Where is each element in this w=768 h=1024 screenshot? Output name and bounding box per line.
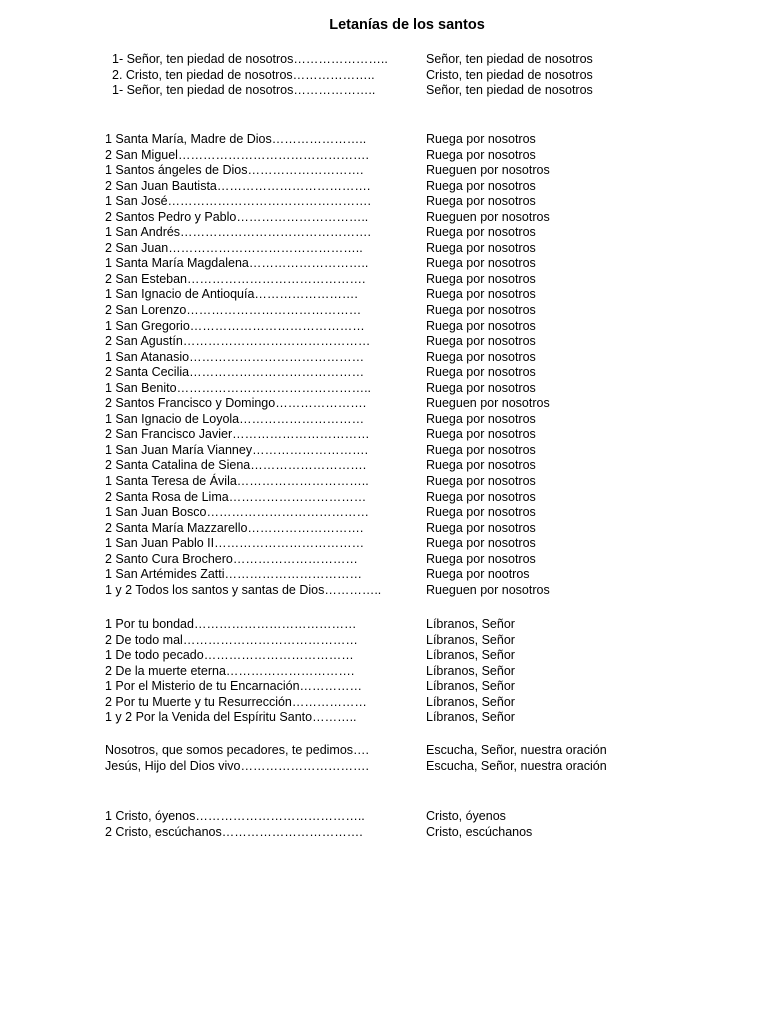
litany-line <box>0 179 768 195</box>
response-text: Ruega por nosotros <box>426 520 536 535</box>
response-text: Ruega por nosotros <box>426 334 536 349</box>
invocation-text: 1- Señor, ten piedad de nosotros………………….. <box>112 52 388 66</box>
response-text: Ruega por nosotros <box>426 505 536 520</box>
invocation-text: 2 Santos Francisco y Domingo…………………. <box>105 396 367 411</box>
litany-line <box>0 287 768 303</box>
litany-line <box>0 583 768 599</box>
response-text: Ruega por nosotros <box>426 536 536 551</box>
litany-line <box>0 809 768 825</box>
litany-line <box>0 163 768 179</box>
invocation-text: 2 Santa Rosa de Lima…………………………… <box>105 489 367 504</box>
invocation-text: 2 Cristo, escúchanos……………………………. <box>105 824 363 839</box>
response-text: Ruega por nosotros <box>426 147 536 162</box>
intro-kyrie-section <box>0 52 768 99</box>
response-text: Señor, ten piedad de nosotros <box>426 83 593 98</box>
invocation-text: 1 y 2 Por la Venida del Espíritu Santo……….. <box>105 710 357 725</box>
litany-line <box>0 334 768 350</box>
response-text: Escucha, Señor, nuestra oración <box>426 758 607 773</box>
response-text: Líbranos, Señor <box>426 710 515 725</box>
litany-line <box>0 83 768 99</box>
page-title: Letanías de los santos <box>329 17 485 33</box>
response-text: Ruega por nosotros <box>426 365 536 380</box>
litany-line <box>0 679 768 695</box>
invocation-text: 2 San Juan Bautista………………………………. <box>105 178 371 193</box>
invocation-text: 1 San Benito……………………………………….. <box>105 380 372 395</box>
response-text: Líbranos, Señor <box>426 663 515 678</box>
litany-line <box>0 427 768 443</box>
litany-line <box>0 148 768 164</box>
invocation-text: 1 San Juan Pablo II……………………………… <box>105 536 365 551</box>
invocation-text: 1 San José…………………………………………. <box>105 194 372 209</box>
invocation-text: 1- Señor, ten piedad de nosotros……………….. <box>112 83 376 98</box>
invocation-text: 2 San Francisco Javier…………………………… <box>105 427 370 442</box>
litany-line <box>0 68 768 84</box>
litany-line <box>0 365 768 381</box>
invocation-text: 1 Por tu bondad………………………………… <box>105 617 357 631</box>
invocation-text: 1 De todo pecado……………………………… <box>105 648 354 663</box>
invocation-text: 2 Por tu Muerte y tu Resurrección……………… <box>105 694 367 709</box>
response-text: Ruega por nosotros <box>426 318 536 333</box>
litany-line <box>0 664 768 680</box>
litany-line <box>0 633 768 649</box>
invocation-text: 2 De todo mal…………………………………… <box>105 632 358 647</box>
litany-line <box>0 303 768 319</box>
response-text: Líbranos, Señor <box>426 694 515 709</box>
litany-line <box>0 256 768 272</box>
invocation-text: 1 Por el Misterio de tu Encarnación…………… <box>105 679 363 694</box>
invocation-text: 2 San Esteban……………………………………. <box>105 271 366 286</box>
litany-line <box>0 443 768 459</box>
invocation-text: 1 Santos ángeles de Dios………………………. <box>105 163 364 178</box>
response-text: Señor, ten piedad de nosotros <box>426 52 593 66</box>
invocation-text: 2 Santo Cura Brochero………………………… <box>105 551 358 566</box>
litany-line <box>0 648 768 664</box>
litany-line <box>0 567 768 583</box>
litany-line <box>0 743 768 759</box>
response-text: Ruega por nootros <box>426 567 530 582</box>
invocation-text: 2 San Lorenzo…………………………………… <box>105 303 362 318</box>
litany-line <box>0 210 768 226</box>
litany-line <box>0 412 768 428</box>
response-text: Líbranos, Señor <box>426 617 515 631</box>
response-text: Ruega por nosotros <box>426 194 536 209</box>
response-text: Ruega por nosotros <box>426 427 536 442</box>
invocation-text: 1 San Juan María Vianney………………………. <box>105 442 369 457</box>
invocation-text: 1 Santa María, Madre de Dios………………….. <box>105 132 367 146</box>
deliverance-section <box>0 617 768 726</box>
litany-line <box>0 474 768 490</box>
invocation-text: 1 San Ignacio de Antioquía……………………. <box>105 287 358 302</box>
litany-line <box>0 505 768 521</box>
response-text: Ruega por nosotros <box>426 287 536 302</box>
invocation-text: 2 Santa Catalina de Siena………………………. <box>105 458 367 473</box>
response-text: Ruega por nosotros <box>426 349 536 364</box>
response-text: Ruega por nosotros <box>426 271 536 286</box>
invocation-text: 2 San Agustín……………………………………… <box>105 334 371 349</box>
litany-line <box>0 458 768 474</box>
response-text: Ruega por nosotros <box>426 178 536 193</box>
response-text: Ruega por nosotros <box>426 458 536 473</box>
response-text: Cristo, escúchanos <box>426 824 533 839</box>
response-text: Ruega por nosotros <box>426 411 536 426</box>
litany-line <box>0 272 768 288</box>
invocation-text: 2 Santos Pedro y Pablo………………………….. <box>105 209 369 224</box>
litany-line <box>0 396 768 412</box>
litany-line <box>0 617 768 633</box>
invocation-text: 1 San Artémides Zatti…………………………… <box>105 567 363 582</box>
response-text: Rueguen por nosotros <box>426 396 550 411</box>
invocation-text: 1 San Atanasio…………………………………… <box>105 349 365 364</box>
response-text: Ruega por nosotros <box>426 442 536 457</box>
litany-line <box>0 825 768 841</box>
litany-line <box>0 132 768 148</box>
response-text: Rueguen por nosotros <box>426 163 550 178</box>
response-text: Ruega por nosotros <box>426 303 536 318</box>
litany-line <box>0 350 768 366</box>
petitions-section <box>0 743 768 774</box>
invocation-text: Nosotros, que somos pecadores, te pedimos…. <box>105 743 370 757</box>
response-text: Líbranos, Señor <box>426 632 515 647</box>
litany-line <box>0 552 768 568</box>
response-text: Ruega por nosotros <box>426 380 536 395</box>
invocation-text: 1 San Juan Bosco………………………………… <box>105 505 369 520</box>
closing-section <box>0 809 768 840</box>
invocation-text: 2 San Juan……………………………………….. <box>105 240 363 255</box>
litany-line <box>0 490 768 506</box>
litany-line <box>0 710 768 726</box>
response-text: Líbranos, Señor <box>426 679 515 694</box>
invocation-text: 1 Santa Teresa de Ávila………………………….. <box>105 474 369 489</box>
invocation-text: 1 San Ignacio de Loyola………………………… <box>105 411 365 426</box>
saints-invocations-section <box>0 132 768 598</box>
litany-line <box>0 759 768 775</box>
response-text: Escucha, Señor, nuestra oración <box>426 743 607 757</box>
invocation-text: 1 y 2 Todos los santos y santas de Dios………….. <box>105 582 382 597</box>
response-text: Ruega por nosotros <box>426 225 536 240</box>
invocation-text: 1 San Andrés………………………………………. <box>105 225 372 240</box>
litany-line <box>0 536 768 552</box>
response-text: Rueguen por nosotros <box>426 582 550 597</box>
response-text: Ruega por nosotros <box>426 551 536 566</box>
response-text: Líbranos, Señor <box>426 648 515 663</box>
response-text: Cristo, ten piedad de nosotros <box>426 67 593 82</box>
response-text: Ruega por nosotros <box>426 240 536 255</box>
invocation-text: 1 Cristo, óyenos………………………………….. <box>105 809 365 823</box>
response-text: Ruega por nosotros <box>426 132 536 146</box>
invocation-text: 2 San Miguel………………………………………. <box>105 147 369 162</box>
invocation-text: 2. Cristo, ten piedad de nosotros……………….. <box>112 67 375 82</box>
invocation-text: 1 Santa María Magdalena……………………….. <box>105 256 369 271</box>
litany-line <box>0 381 768 397</box>
invocation-text: 2 Santa María Mazzarello………………………. <box>105 520 364 535</box>
invocation-text: Jesús, Hijo del Dios vivo…………………………. <box>105 758 369 773</box>
response-text: Ruega por nosotros <box>426 489 536 504</box>
response-text: Ruega por nosotros <box>426 474 536 489</box>
invocation-text: 1 San Gregorio…………………………………… <box>105 318 365 333</box>
invocation-text: 2 Santa Cecilia…………………………………… <box>105 365 365 380</box>
litany-line <box>0 695 768 711</box>
invocation-text: 2 De la muerte eterna…………………………. <box>105 663 355 678</box>
litany-line <box>0 241 768 257</box>
response-text: Rueguen por nosotros <box>426 209 550 224</box>
litany-line <box>0 521 768 537</box>
litany-line <box>0 319 768 335</box>
response-text: Cristo, óyenos <box>426 809 506 823</box>
litany-line <box>0 194 768 210</box>
litany-line <box>0 52 768 68</box>
litany-line <box>0 225 768 241</box>
response-text: Ruega por nosotros <box>426 256 536 271</box>
